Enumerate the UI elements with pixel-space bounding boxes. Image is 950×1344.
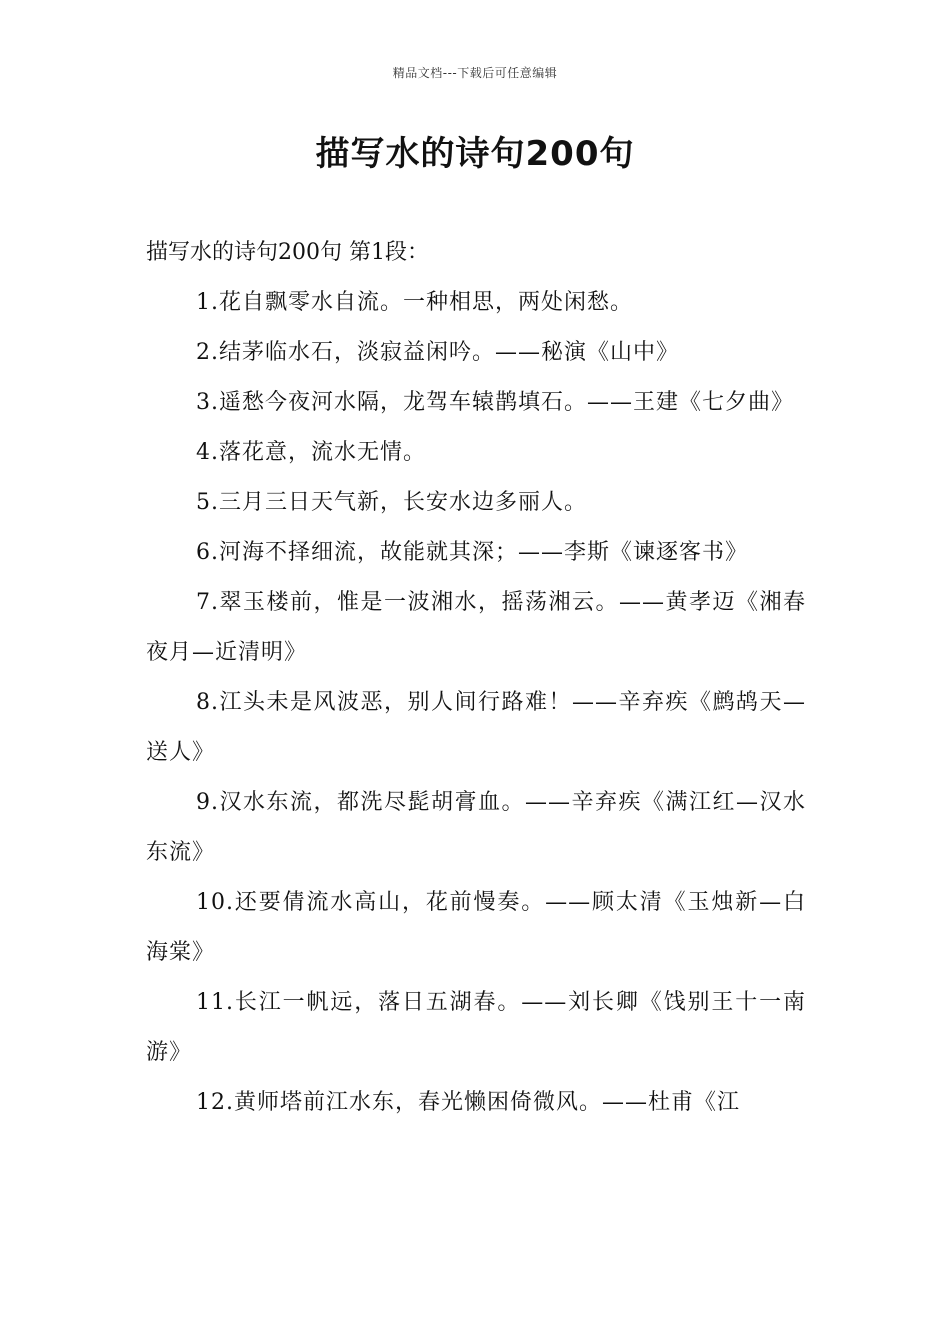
poem-line: 8.江头未是风波恶，别人间行路难！——辛弃疾《鹧鸪天—送人》 (146, 690, 806, 765)
poem-line: 9.汉水东流，都洗尽髭胡膏血。——辛弃疾《满江红—汉水东流》 (146, 790, 806, 865)
poem-line: 1.花自飘零水自流。一种相思，两处闲愁。 (196, 290, 633, 315)
poem-line: 2.结茅临水石，淡寂益闲吟。——秘演《山中》 (196, 340, 679, 365)
poem-line: 10.还要倩流水高山，花前慢奏。——顾太清《玉烛新—白海棠》 (146, 890, 806, 965)
poem-line: 3.遥愁今夜河水隔，龙驾车辕鹊填石。——王建《七夕曲》 (196, 390, 794, 415)
header-watermark: 精品文档---下载后可任意编辑 (392, 66, 558, 80)
section-heading: 描写水的诗句200句 第1段： (146, 240, 429, 265)
poem-line: 6.河海不择细流，故能就其深；——李斯《谏逐客书》 (196, 540, 748, 565)
poem-line: 12.黄师塔前江水东，春光懒困倚微风。——杜甫《江 (196, 1090, 740, 1115)
poem-line: 5.三月三日天气新，长安水边多丽人。 (196, 490, 587, 515)
poem-line: 11.长江一帆远，落日五湖春。——刘长卿《饯别王十一南游》 (146, 990, 806, 1065)
poem-line: 4.落花意，流水无情。 (196, 440, 426, 465)
document-title: 描写水的诗句200句 (315, 134, 635, 174)
poem-line: 7.翠玉楼前，惟是一波湘水，摇荡湘云。——黄孝迈《湘春夜月—近清明》 (146, 590, 806, 665)
document-body (146, 228, 806, 1128)
